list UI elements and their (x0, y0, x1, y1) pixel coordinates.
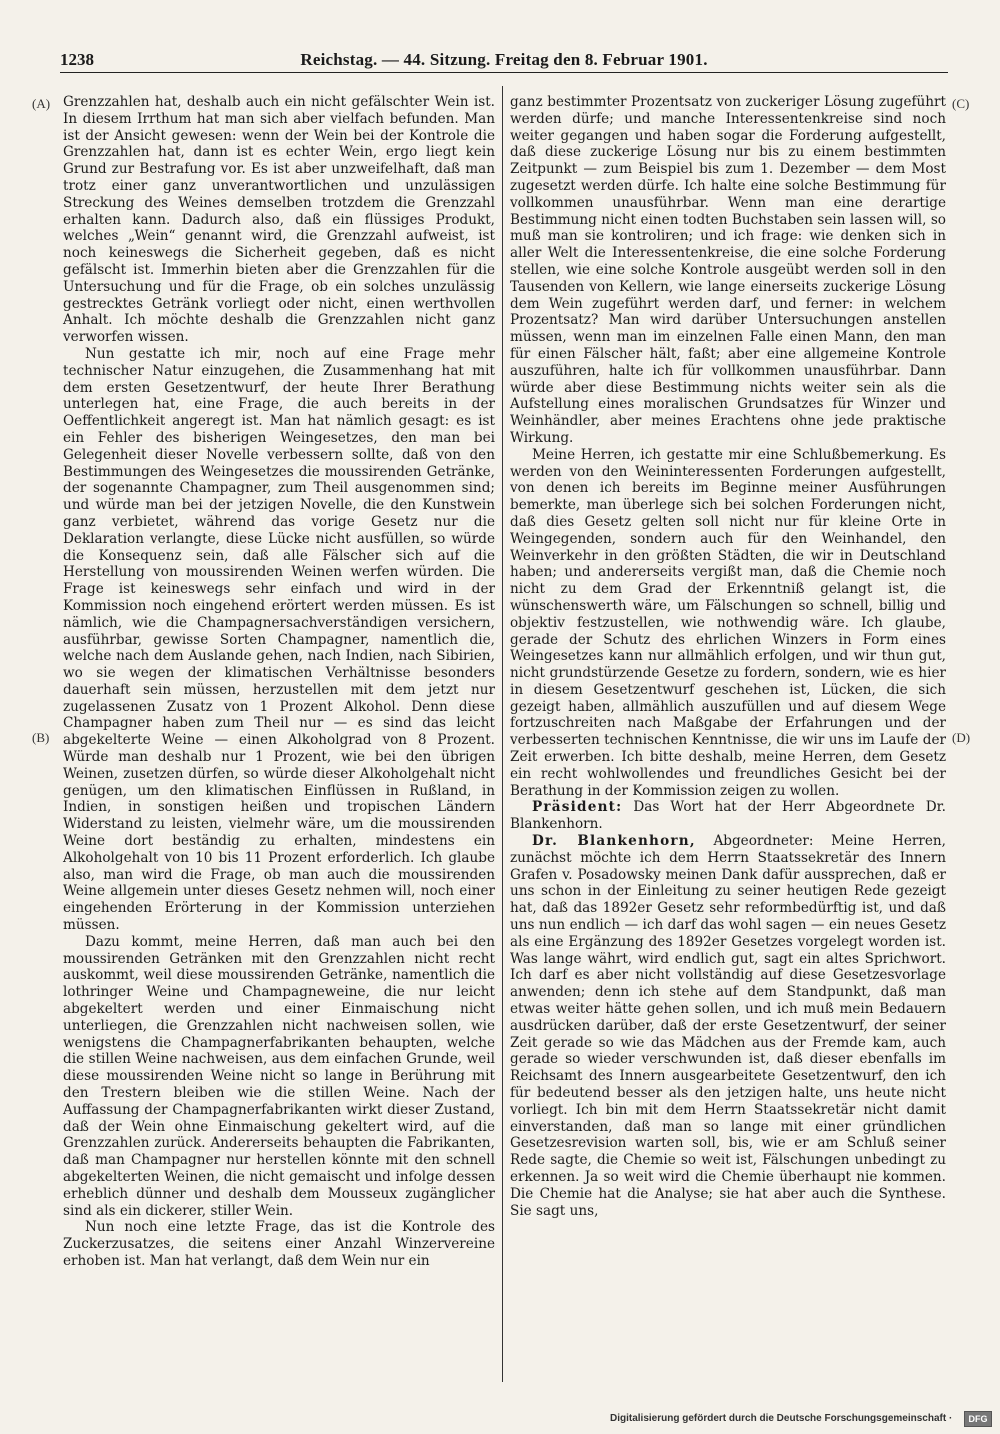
page-number: 1238 (60, 50, 94, 69)
margin-letter-c: (C) (952, 96, 970, 111)
dfg-logo: DFG (964, 1411, 992, 1427)
paragraph: ganz bestimmter Prozentsatz von zuckeriger Lösung zugeführt werden dürfe; und manche Interessentenkreise sind noch weiter gegangen und haben sogar die Forderung aufgestellt, daß diese zuckerige Lösung nur bis zu einem bestimmten Zeitpunkt — zum Beispiel bis zum 1. Dezember — dem Most zugesetzt werden dürfe. Ich halte eine solche Bestimmung für vollkommen unausführbar. Wenn man eine derartige Bestimmung nicht einen todten Buchstaben sein lassen will, so muß man sie kontroliren; und ich frage: wie denken sich in aller Welt die Interessentenkreise, die eine solche Forderung stellen, wie eine solche Kontrole ausgeübt werden soll in den Tausenden von Kellern, wie lange einerseits zuckerige Lösung dem Wein zugeführt werden darf, und ferner: in welchem Prozentsatz? Man wird darüber Untersuchungen anstellen müssen, wenn man im einzelnen Falle einen Mann, den man für einen Fälscher hält, faßt; aber eine allgemeine Kontrole auszuführen, halte ich für vollkommen unausführbar. Dann würde aber diese Bestimmung nichts weiter sein als die Aufstellung eines moralischen Grundsatzes für Winzer und Weinhändler, aber meines Erachtens ohne jede praktische Wirkung. (510, 94, 946, 446)
margin-letter-b: (B) (32, 730, 50, 745)
president-text: Das Wort hat der Herr Abgeordnete Dr. Blankenhorn. (510, 799, 946, 833)
speaker-text: Abgeordneter: Meine Herren, zunächst möchte ich dem Herrn Staatssekretär des Innern Grafen v. Posadowsky meinen Dank dafür aussprechen, daß er uns schon in der Einleitung zu seiner heutigen Rede gezeigt hat, daß das 1892er Gesetz sehr reformbedürftig ist, und daß uns nun endlich — ich darf das wohl sagen — ein neues Gesetz als eine Ergänzung des 1892er Gesetzes vorgelegt worden ist. Was lange währt, wird endlich gut, sagt ein altes Sprichwort. Ich darf es aber nicht vollständig auf diese Gesetzesvorlage anwenden; denn ich stehe auf dem Standpunkt, daß man etwas weiter hätte gehen sollen, und ich muß mein Bedauern ausdrücken darüber, daß der erste Gesetzentwurf, der seiner Zeit gerade so wie das Mädchen aus der Fremde kam, auch gerade so wieder verschwunden ist, daß dieser ebenfalls im Reichsamt des Innern ausgearbeitete Gesetzentwurf, den ich für bedeutend besser als den jetzigen halte, uns heute nicht vorliegt. Ich bin mit dem Herrn Staatssekretär nicht damit einverstanden, daß man so lange mit einer gründlichen Gesetzesrevision warten soll, bis, wie er am Schluß seiner Rede sagte, die Chemie so weit ist, Fälschungen unbedingt zu erkennen. Ja so weit wird die Chemie überhaupt nie kommen. Die Chemie hat die Analyse; sie hat aber auch die Synthese. Sie sagt uns, (510, 833, 946, 1219)
president-label: Präsident: (532, 799, 623, 816)
paragraph: Nun gestatte ich mir, noch auf eine Frage mehr technischer Natur einzugehen, die Zusammenhang hat mit dem ersten Gesetzentwurf, der heute Ihrer Berathung unterlegen hat, eine Frage, die auch bereits in der Oeffentlichkeit angeregt ist. Man hat nämlich gesagt: es ist ein Fehler des bisherigen Weingesetzes, den man bei Gelegenheit dieser Novelle verbessern sollte, daß von den Bestimmungen des Weingesetzes die moussirenden Getränke, der sogenannte Champagner, zum Theil ausgenommen sind; und würde man bei der jetzigen Novelle, die den Kunstwein ganz verbietet, während das vorige Gesetz nur die Deklaration verlangte, diese Lücke nicht ausfüllen, so würde die Konsequenz sein, daß alle Fälscher sich auf die Herstellung von moussirenden Weinen werfen würden. Die Frage ist keineswegs sehr einfach und wird in der Kommission noch eingehend erörtert werden müssen. Es ist nämlich, wie die Champagnersachverständigen versichern, ausführbar, gewisse Sorten Champagner, namentlich die, welche nach dem Auslande gehen, nach Indien, nach Sibirien, wo sie wegen der klimatischen Verhältnisse besonders dauerhaft sein müssen, herzustellen mit dem jetzt nur zugelassenen Zusatz von 1 Prozent Alkohol. Denn diese Champagner haben zum Theil nur — es sind das leicht abgekelterte Weine — einen Alkoholgrad von 8 Prozent. Würde man deshalb nur 1 Prozent, wie bei den übrigen Weinen, zusetzen dürfen, so würde dieser Alkoholgehalt nicht genügen, um den klimatischen Einflüssen in Rußland, in Indien, in sonstigen heißen und tropischen Ländern Widerstand zu leisten, vielmehr wäre, um die moussirenden Weine dort beständig zu erhalten, mindestens ein Alkoholgehalt von 10 bis 11 Prozent erforderlich. Ich glaube also, man wird die Frage, ob man auch die moussirenden Weine allgemein unter dieses Gesetz nehmen will, noch einer eingehenden Erörterung in der Kommission unterziehen müssen. (63, 345, 495, 934)
footer-credit: Digitalisierung gefördert durch die Deutsche Forschungsgemeinschaft · (610, 1413, 953, 1424)
president-paragraph (510, 799, 946, 833)
speaker-paragraph (510, 833, 946, 1219)
paragraph: Meine Herren, ich gestatte mir eine Schlußbemerkung. Es werden von den Weininteressenten Forderungen aufgestellt, von denen ich bereits im Beginne meiner Ausführungen bemerkte, man überlege sich bei solchen Forderungen nicht, daß dies Gesetz gelten soll nicht nur für kleine Orte in Weingegenden, sondern auch für den Weinhandel, den Weinverkehr in den größten Städten, die wir in Deutschland haben; und andererseits vergißt man, daß die Chemie noch nicht zu dem Grad der Erkenntniß gelangt ist, die wünschenswerth wäre, um Fälschungen so schnell, billig und objektiv festzustellen, wie nothwendig wäre. Ich glaube, gerade der Schutz des ehrlichen Winzers in Form eines Weingesetzes kann nur allmählich erfolgen, und wir thun gut, nicht grundstürzende Gesetze zu fordern, sondern, wie es hier in diesem Gesetzentwurf geschehen ist, Lücken, die sich gezeigt haben, allmählich auszufüllen und auf diesem Wege fortzuschreiten nach Maßgabe der Erfahrungen und der verbesserten technischen Kenntnisse, die wir uns im Laufe der Zeit erwerben. Ich bitte deshalb, meine Herren, dem Gesetz ein recht wohlwollendes und freundliches Gesicht bei der Berathung in der Kommission zeigen zu wollen. (510, 446, 946, 799)
column-divider (502, 86, 503, 1382)
margin-letter-a: (A) (32, 96, 51, 111)
paragraph: Dazu kommt, meine Herren, daß man auch bei den moussirenden Getränken mit den Grenzzahlen nicht recht auskommt, weil diese moussirenden Getränke, namentlich die lothringer Weine und Champagneweine, die nur leicht abgekeltert werden und einer Einmaischung nicht unterliegen, die Grenzzahlen nicht nachweisen sollen, wie wenigstens die Champagnerfabrikanten behaupten, welche die stillen Weine nachweisen, aus dem einfachen Grunde, weil diese moussirenden Weine nicht so lange in Berührung mit den Trestern bleiben wie die stillen Weine. Nach der Auffassung der Champagnerfabrikanten wirkt dieser Zustand, daß der Wein ohne Einmaischung gekeltert wird, auf die Grenzzahlen zurück. Andererseits behaupten die Fabrikanten, daß man Champagner nur herstellen könnte mit den schnell abgekelterten Weinen, die nicht gemaischt und infolge dessen erheblich dünner und deshalb dem Mousseux zugänglicher sind als ein dickerer, stiller Wein. (63, 933, 495, 1219)
left-column (63, 94, 495, 1270)
page-title: Reichstag. — 44. Sitzung. Freitag den 8. Februar 1901. (300, 50, 708, 69)
speaker-label: Dr. Blankenhorn, (532, 833, 696, 850)
margin-letter-d: (D) (952, 730, 971, 745)
paragraph: Nun noch eine letzte Frage, das ist die Kontrole des Zuckerzusatzes, die seitens einer Anzahl Winzervereine erhoben ist. Man hat verlangt, daß dem Wein nur ein (63, 1219, 495, 1269)
paragraph: Grenzzahlen hat, deshalb auch ein nicht gefälschter Wein ist. In diesem Irrthum hat man sich aber vielfach befunden. Man ist der Ansicht gewesen: wenn der Wein bei der Kontrole die Grenzzahlen hat, dann ist es echter Wein, ergo liegt kein Grund zur Bestrafung vor. Es ist aber unzweifelhaft, daß man trotz einer ganz unverantwortlichen und unzulässigen Streckung des Weines demselben trotzdem die Grenzzahl erhalten kann. Dadurch also, daß ein flüssiges Produkt, welches „Wein“ genannt wird, die Grenzzahl aufweist, ist noch keineswegs die Sicherheit gegeben, daß es nicht gefälscht ist. Immerhin bieten aber die Grenzzahlen für die Untersuchung und für die Frage, ob ein solches unzulässig gestrecktes Getränk vorliegt oder nicht, einen werthvollen Anhalt. Ich möchte deshalb die Grenzzahlen nicht ganz verworfen wissen. (63, 94, 495, 346)
page-header (60, 48, 948, 74)
right-column (510, 94, 946, 1219)
header-rule (60, 72, 948, 73)
